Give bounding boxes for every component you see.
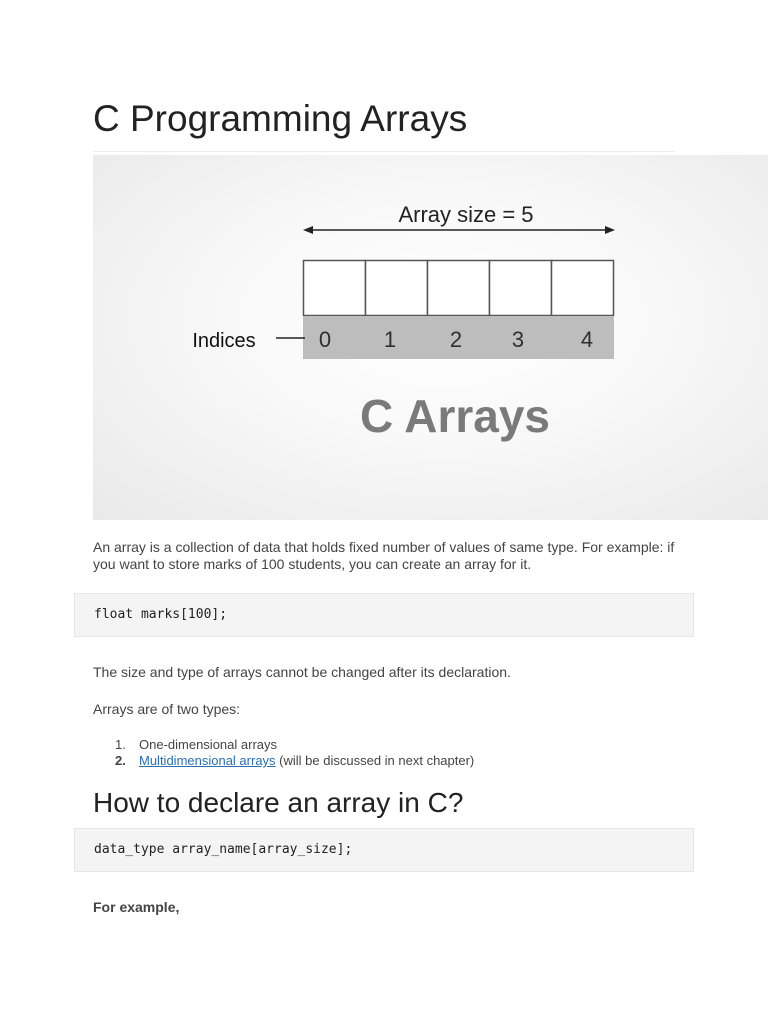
index-1: 1 [383,327,397,352]
code-block-declaration [74,593,694,637]
page-title: C Programming Arrays [93,98,468,139]
diagram-caption: C Arrays [359,390,551,442]
title-divider [93,151,675,152]
list-item-text: One-dimensional arrays [139,737,278,752]
index-3: 3 [511,327,525,352]
array-size-label: Array size = 5 [398,202,534,227]
index-2: 2 [449,327,463,352]
c-arrays-diagram [93,155,768,520]
intro-paragraph: An array is a collection of data that holds fixed number of values of same type. For example: if you want to store marks of 100 students, you can create an array for it. [93,539,675,572]
for-example-label: For example, [93,899,180,915]
list-item [93,737,474,753]
code-text: data_type array_name[array_size]; [94,842,353,857]
types-intro-paragraph: Arrays are of two types: [93,701,241,717]
index-0: 0 [318,327,332,352]
list-number: 2. [115,753,126,768]
section-heading: How to declare an array in C? [93,787,464,818]
list-item [93,753,474,769]
code-text: float marks[100]; [94,607,228,622]
indices-label: Indices [192,330,256,352]
size-note-paragraph: The size and type of arrays cannot be changed after its declaration. [93,664,511,680]
array-cells [304,261,614,316]
code-block-syntax [74,828,694,872]
array-types-list [93,737,474,769]
index-4: 4 [580,327,594,352]
double-arrow-icon [303,226,615,234]
multidimensional-arrays-link[interactable]: Multidimensional arrays [139,753,276,768]
list-number: 1. [115,737,126,752]
list-item-text: (will be discussed in next chapter) [275,753,475,768]
